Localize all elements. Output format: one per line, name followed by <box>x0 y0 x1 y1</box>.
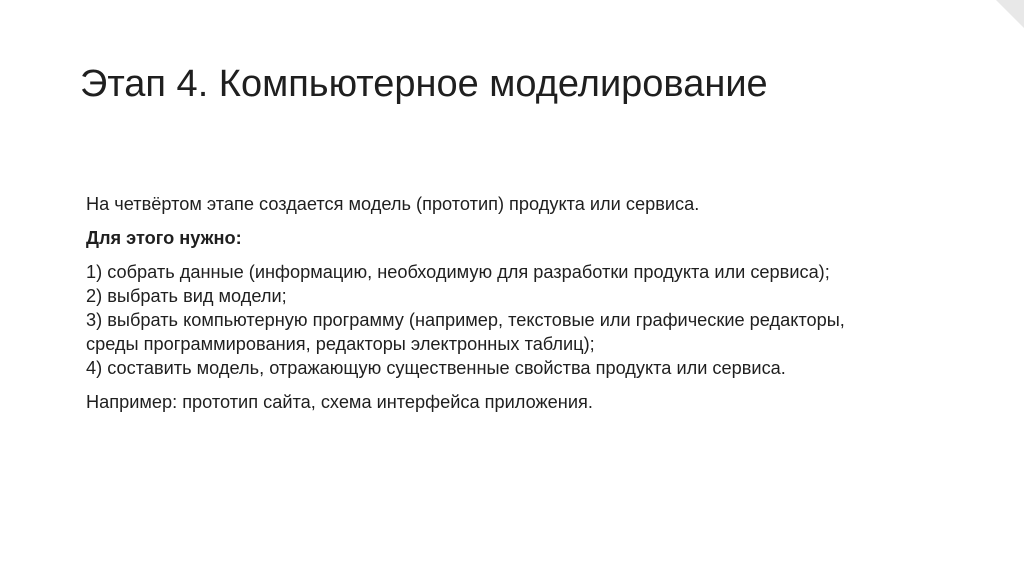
page-corner-fold <box>996 0 1024 28</box>
intro-text: На четвёртом этапе создается модель (прототип) продукта или сервиса. <box>86 194 700 214</box>
step-line: 3) выбрать компьютерную программу (например, текстовые или графические редакторы, <box>86 310 845 330</box>
step-line: 1) собрать данные (информацию, необходимую для разработки продукта или сервиса); <box>86 262 830 282</box>
step-line: среды программирования, редакторы электронных таблиц); <box>86 334 595 354</box>
example-text: Например: прототип сайта, схема интерфейса приложения. <box>86 392 593 412</box>
step-line: 2) выбрать вид модели; <box>86 286 287 306</box>
slide-title: Этап 4. Компьютерное моделирование <box>80 63 768 105</box>
slide-body <box>86 192 966 424</box>
subheading-text: Для этого нужно: <box>86 228 242 248</box>
step-line: 4) составить модель, отражающую существенные свойства продукта или сервиса. <box>86 358 786 378</box>
